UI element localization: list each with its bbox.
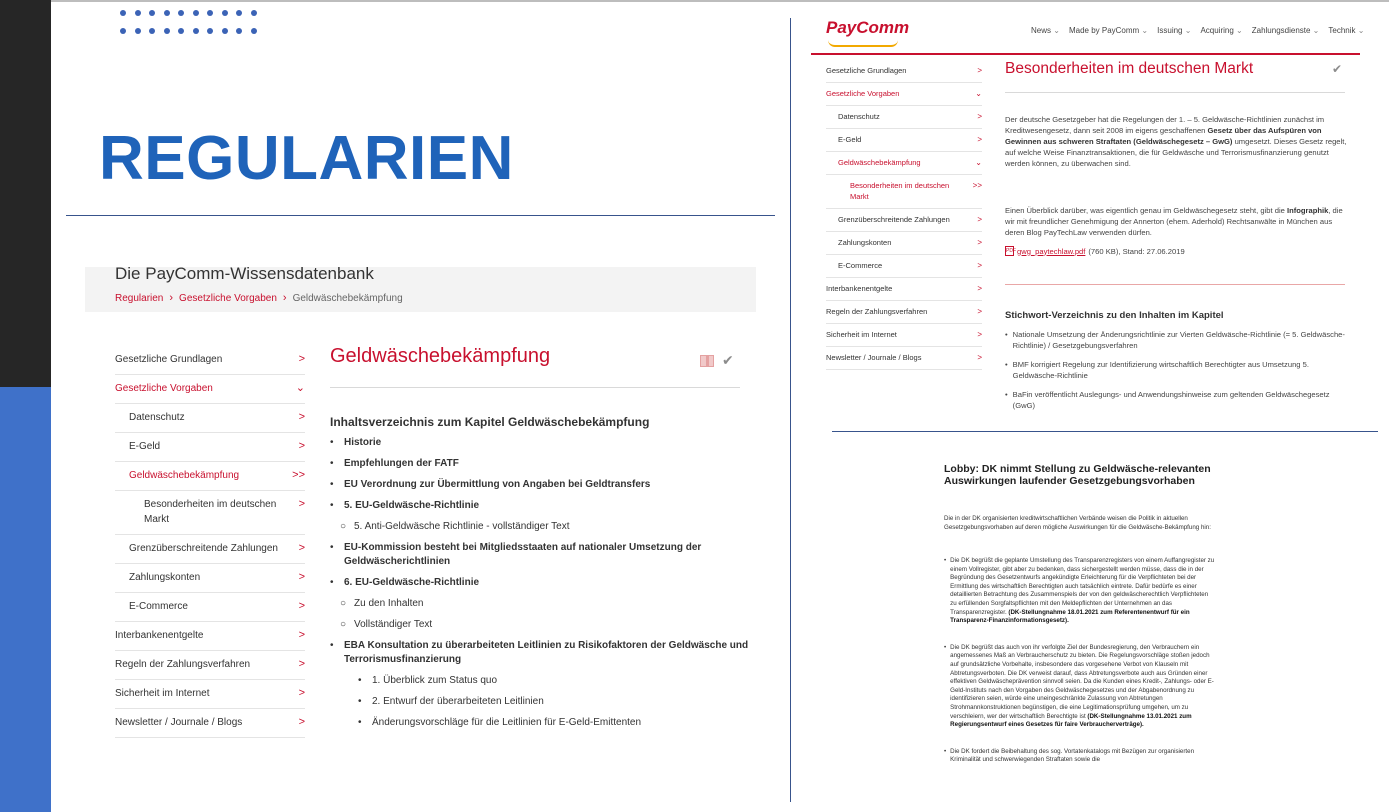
chevron-icon: > bbox=[298, 600, 305, 612]
breadcrumb-current: Geldwäschebekämpfung bbox=[292, 292, 403, 304]
keyword-index-title: Stichwort-Verzeichnis zu den Inhalten im Kapitel bbox=[1005, 310, 1224, 321]
check-icon[interactable]: ✔ bbox=[722, 352, 734, 368]
toc-list bbox=[330, 436, 750, 737]
panel-divider bbox=[790, 18, 791, 802]
bullet-icon: • bbox=[330, 437, 334, 448]
article-title: Besonderheiten im deutschen Markt bbox=[1005, 60, 1254, 77]
sidebar-item[interactable] bbox=[115, 535, 305, 564]
sidebar-item-label: Grenzüberschreitende Zahlungen bbox=[129, 543, 278, 554]
bullet-icon: • bbox=[1005, 390, 1008, 399]
toc-item-label: EBA Konsultation zu überarbeiteten Leitlinien zu Risikofaktoren der Geldwäsche und Terrorismusfinanzierung bbox=[344, 640, 749, 665]
toc-item[interactable] bbox=[330, 457, 750, 471]
panel-divider bbox=[832, 431, 1378, 432]
title-divider bbox=[330, 387, 740, 388]
pdf-meta: (760 KB), Stand: 27.06.2019 bbox=[1088, 246, 1185, 256]
chevron-icon: > bbox=[977, 238, 982, 247]
chevron-icon: > bbox=[298, 716, 305, 728]
chevron-icon: > bbox=[298, 658, 305, 670]
article-paragraph-2: Einen Überblick darüber, was eigentlich genau im Geldwäschegesetz steht, gibt die Infographik, die wir mit freundlicher Genehmigung der Annerton (ehem. Aderhold) Rechtsanwälte in München aus deren Blog PayTechLaw verwenden dürfen. bbox=[1005, 206, 1343, 237]
page-actions bbox=[700, 352, 734, 369]
sidebar-item[interactable] bbox=[115, 404, 305, 433]
bullet-icon: • bbox=[944, 747, 947, 755]
toc-item-label: Änderungsvorschläge für die Leitlinien für E-Geld-Emittenten bbox=[372, 717, 642, 728]
sidebar-item[interactable] bbox=[826, 129, 982, 152]
breadcrumb-regularien[interactable]: Regularien bbox=[115, 292, 164, 304]
bullet-icon: • bbox=[944, 643, 947, 651]
bullet-icon: • bbox=[330, 479, 334, 490]
chevron-icon: > bbox=[977, 66, 982, 75]
toc-item-label: 6. EU-Geldwäsche-Richtlinie bbox=[344, 577, 480, 588]
sidebar-item-label: Sicherheit im Internet bbox=[826, 330, 897, 339]
article-paragraph-1: Der deutsche Gesetzgeber hat die Regelungen der 1. – 5. Geldwäsche-Richtlinien zunächst im Kreditwesengesetz, dann seit 2008 im eigens geschaffenen Gesetz über das Aufspüren von Gewinnen aus schweren Straftaten (Geldwäschegesetz – GwG) umgesetzt. Dieses Gesetz regelt, auf welche Weise Finanztransaktionen, die für Geldwäsche und Terrorismusfinanzierung genutzt werden können, zu überwachen sind. bbox=[1005, 115, 1347, 168]
sidebar-item-label: Datenschutz bbox=[838, 112, 880, 121]
sidebar-item-label: Grenzüberschreitende Zahlungen bbox=[838, 215, 950, 224]
top-nav bbox=[1031, 26, 1364, 35]
sidebar-item[interactable] bbox=[826, 324, 982, 347]
bullet-icon: • bbox=[330, 640, 334, 651]
header-rule bbox=[811, 53, 1360, 55]
title-divider bbox=[1005, 92, 1345, 93]
breadcrumb-separator-icon: › bbox=[282, 292, 287, 304]
bullet-icon: • bbox=[1005, 330, 1008, 339]
bullet-icon: • bbox=[330, 458, 334, 469]
sidebar-item-label: Besonderheiten im deutschen Markt bbox=[144, 499, 277, 525]
sidebar-item[interactable] bbox=[115, 375, 305, 404]
sidebar-item[interactable] bbox=[826, 175, 982, 209]
pdf-icon: PDF bbox=[1006, 248, 1016, 254]
sidebar-item[interactable] bbox=[115, 709, 305, 738]
keyword-item[interactable] bbox=[1005, 329, 1347, 351]
circle-bullet-icon: ○ bbox=[340, 619, 347, 630]
sidebar-item-label: Sicherheit im Internet bbox=[115, 688, 210, 699]
document-list-text bbox=[950, 748, 1216, 765]
document-list-body: Die DK fordert die Beibehaltung des sog. Vortatenkatalogs mit Bezügen zur organisierten Kriminalität und schwerwiegenden Straftaten sowie die bbox=[950, 747, 1195, 764]
bullet-icon: • bbox=[330, 542, 334, 553]
bullet-icon: • bbox=[330, 577, 334, 588]
sidebar-item[interactable] bbox=[826, 232, 982, 255]
toc-item-label: 5. Anti-Geldwäsche Richtlinie - vollständiger Text bbox=[354, 521, 570, 532]
pdf-download bbox=[1005, 246, 1185, 256]
keyword-item[interactable] bbox=[1005, 389, 1347, 411]
sidebar-item-label: Besonderheiten im deutschen Markt bbox=[850, 181, 950, 201]
toc-item-label: Vollständiger Text bbox=[354, 619, 433, 630]
sidebar-item-label: Newsletter / Journale / Blogs bbox=[115, 717, 243, 728]
toc-item-label: 5. EU-Geldwäsche-Richtlinie bbox=[344, 500, 480, 511]
bullet-icon: • bbox=[358, 696, 362, 707]
toc-item-label: EU Verordnung zur Übermittlung von Angaben bei Geldtransfers bbox=[344, 479, 651, 490]
toc-item[interactable] bbox=[330, 499, 750, 513]
sidebar-item[interactable] bbox=[826, 301, 982, 324]
toc-item-label: 1. Überblick zum Status quo bbox=[372, 675, 498, 686]
toc-item-label: Empfehlungen der FATF bbox=[344, 458, 459, 469]
toc-item[interactable] bbox=[330, 478, 750, 492]
sidebar-item-label: Gesetzliche Vorgaben bbox=[115, 383, 213, 394]
pdf-link[interactable]: gwg_paytechlaw.pdf bbox=[1017, 246, 1086, 256]
document-list-reference: (DK-Stellungnahme 18.01.2021 zum Referentenentwurf für ein Transparenz-Finanzinformationsgesetz). bbox=[950, 608, 1190, 625]
breadcrumb bbox=[115, 292, 403, 304]
chevron-icon: > bbox=[977, 261, 982, 270]
sidebar-item[interactable] bbox=[115, 651, 305, 680]
sidebar-item[interactable] bbox=[826, 347, 982, 370]
sidebar-item-label: Zahlungskonten bbox=[129, 572, 201, 583]
sidebar-item-label: E-Commerce bbox=[129, 601, 188, 612]
slide-title: REGULARIEN bbox=[99, 124, 514, 193]
sidebar-item-label: E-Geld bbox=[838, 135, 862, 144]
toc-item-label: 2. Entwurf der überarbeiteten Leitlinien bbox=[372, 696, 544, 707]
toc-item[interactable] bbox=[330, 436, 750, 450]
sidebar-item-label: Regeln der Zahlungsverfahren bbox=[826, 307, 928, 316]
sidebar-item[interactable] bbox=[826, 152, 982, 175]
sidebar-item[interactable] bbox=[115, 433, 305, 462]
right-sidebar-nav bbox=[826, 60, 982, 370]
slide-top-line bbox=[51, 0, 1389, 2]
bullet-icon: • bbox=[944, 557, 947, 564]
sidebar-item[interactable] bbox=[826, 255, 982, 278]
sidebar-item[interactable] bbox=[826, 209, 982, 232]
chevron-icon: >> bbox=[972, 181, 982, 190]
sidebar-item-label: Interbankenentgelte bbox=[826, 284, 893, 293]
sidebar-item[interactable] bbox=[826, 83, 982, 106]
sidebar-item-label: Interbankenentgelte bbox=[115, 630, 204, 641]
toc-item[interactable] bbox=[330, 576, 750, 590]
sidebar-item[interactable] bbox=[115, 680, 305, 709]
chevron-icon: > bbox=[298, 571, 305, 583]
chevron-icon: > bbox=[298, 498, 305, 510]
sidebar-item[interactable] bbox=[826, 278, 982, 301]
chevron-icon: ⌄ bbox=[975, 158, 982, 167]
breadcrumb-gesetzliche-vorgaben[interactable]: Gesetzliche Vorgaben bbox=[179, 292, 277, 304]
keyword-index-list bbox=[1005, 329, 1347, 419]
sidebar-item[interactable] bbox=[115, 564, 305, 593]
check-icon[interactable]: ✔ bbox=[1332, 62, 1343, 76]
top-nav-item[interactable]: Zahlungsdienste ⌄ bbox=[1252, 26, 1320, 35]
top-nav-item[interactable]: Issuing ⌄ bbox=[1157, 26, 1191, 35]
toc-item[interactable] bbox=[330, 674, 750, 688]
slide-band-blue bbox=[0, 387, 51, 812]
top-nav-item[interactable]: News ⌄ bbox=[1031, 26, 1060, 35]
sidebar-item-label: Geldwäschebekämpfung bbox=[129, 470, 240, 481]
toc-item[interactable] bbox=[330, 520, 750, 534]
sidebar-item-label: E-Geld bbox=[129, 441, 161, 452]
chevron-icon: > bbox=[298, 353, 305, 365]
toc-item[interactable] bbox=[330, 716, 750, 730]
chevron-icon: > bbox=[977, 330, 982, 339]
page-title: Geldwäschebekämpfung bbox=[330, 345, 551, 367]
sidebar-item[interactable] bbox=[115, 462, 305, 491]
sidebar-item-label: Newsletter / Journale / Blogs bbox=[826, 353, 922, 362]
slide-band-dark bbox=[0, 0, 51, 387]
chevron-icon: > bbox=[977, 284, 982, 293]
sidebar-item-label: Gesetzliche Grundlagen bbox=[826, 66, 907, 75]
sidebar-item-label: Gesetzliche Grundlagen bbox=[115, 354, 223, 365]
section-divider bbox=[1005, 284, 1345, 285]
sidebar-item-label: Geldwäschebekämpfung bbox=[838, 158, 921, 167]
document-title: Lobby: DK nimmt Stellung zu Geldwäsche-relevanten Auswirkungen laufender Gesetzgebungsvorhaben bbox=[944, 463, 1211, 487]
chevron-icon: ⌄ bbox=[975, 89, 982, 98]
decorative-dots bbox=[120, 10, 270, 46]
sidebar-item[interactable] bbox=[826, 106, 982, 129]
breadcrumb-separator-icon: › bbox=[169, 292, 174, 304]
sidebar-item-label: Gesetzliche Vorgaben bbox=[826, 89, 900, 98]
document-list bbox=[944, 557, 1216, 783]
toc-item-label: Zu den Inhalten bbox=[354, 598, 424, 609]
paycomm-logo[interactable]: PayComm bbox=[826, 18, 906, 48]
chevron-icon: > bbox=[298, 440, 305, 452]
document-list-item bbox=[944, 557, 1216, 626]
toc-item-label: Historie bbox=[344, 437, 382, 448]
chevron-icon: > bbox=[298, 629, 305, 641]
sidebar-item-label: E-Commerce bbox=[838, 261, 883, 270]
sidebar-item-label: Regeln der Zahlungsverfahren bbox=[115, 659, 251, 670]
toc-item[interactable] bbox=[330, 695, 750, 709]
chevron-icon: > bbox=[298, 687, 305, 699]
document-list-item bbox=[944, 644, 1216, 730]
top-nav-item[interactable]: Technik ⌄ bbox=[1328, 26, 1364, 35]
toc-item[interactable] bbox=[330, 618, 750, 632]
chevron-icon: > bbox=[977, 215, 982, 224]
sidebar-item[interactable] bbox=[826, 60, 982, 83]
sidebar-item[interactable] bbox=[115, 593, 305, 622]
title-divider bbox=[66, 215, 775, 216]
toc-item[interactable] bbox=[330, 639, 750, 667]
circle-bullet-icon: ○ bbox=[340, 521, 347, 532]
chevron-icon: > bbox=[298, 542, 305, 554]
keyword-item-label: BaFin veröffentlicht Auslegungs- und Anwendungshinweise zum geltenden Geldwäschegesetz (GwG) bbox=[1012, 390, 1330, 410]
bullet-icon: • bbox=[330, 500, 334, 511]
toc-item[interactable] bbox=[330, 597, 750, 611]
chevron-icon: >> bbox=[292, 469, 305, 481]
document-list-body: Die DK begrüßt die geplante Umstellung des Transparenzregisters von einem Auffangregister zu einem Vollregister, gibt aber zu bedenken, dass sichergestellt werden müsse, dass die in der Begründung des Gesetzentwurfs angekündigte Erleichterung für die Verpflichteten bei der Ermittlung des wirtschaftlich Berechtigten auch tatsächlich eintrete. Dafür bedürfe es einer detaillierten Betrachtung des Zusammenspiels der von den geldwäscherechtlich Verpflichteten zu erfüllenden Sorgfaltspflichten mit den Meldepflichten der Unternehmen an das Transparenzregister. bbox=[950, 557, 1215, 616]
document-list-reference: (DK-Stellungnahme 13.01.2021 zum Regierungsentwurf eines Gesetzes für faire Verbraucherverträge). bbox=[950, 712, 1192, 729]
sidebar-item-label: Zahlungskonten bbox=[838, 238, 892, 247]
chevron-icon: ⌄ bbox=[295, 382, 305, 394]
keyword-item-label: Nationale Umsetzung der Änderungsrichtlinie zur Vierten Geldwäsche-Richtlinie (= 5. Geldwäsche-Richtlinie) / Gesetzgebungsverfahren bbox=[1012, 330, 1345, 350]
circle-bullet-icon: ○ bbox=[340, 598, 347, 609]
top-nav-item[interactable]: Acquiring ⌄ bbox=[1200, 26, 1242, 35]
chevron-icon: > bbox=[298, 411, 305, 423]
left-sidebar-nav bbox=[115, 346, 305, 738]
document-intro: Die in der DK organisierten kreditwirtschaftlichen Verbände weisen die Politik in aktuellen Gesetzgebungsvorhaben auf deren mögliche Auswirkungen für die Geldwäsche-Bekämpfung hin: bbox=[944, 515, 1211, 531]
sidebar-item[interactable] bbox=[115, 622, 305, 651]
document-list-text bbox=[950, 644, 1216, 730]
bullet-icon: • bbox=[1005, 360, 1008, 369]
kb-title: Die PayComm-Wissensdatenbank bbox=[115, 264, 374, 283]
keyword-item[interactable] bbox=[1005, 359, 1347, 381]
chevron-icon: > bbox=[977, 112, 982, 121]
bullet-icon: • bbox=[358, 675, 362, 686]
logo-swoosh-icon bbox=[828, 40, 898, 47]
document-list-body: Die DK begrüßt das auch von ihr verfolgte Ziel der Bundesregierung, den Verbrauchern ein angemessenes Maß an Verbraucherschutz zu bieten. Die Regelungsvorschläge stoßen jedoch auf grundsätzliche Vorbehalte, insbesondere das vorgesehene Verbot von Klauseln mit Abtretungsverboten. Die DK verweist darauf, dass Abtretungsverbote auch aus Gründen einer effektiven Geldwäscheprävention sinnvoll seien. Da die Kunden eines Kredit-, Zahlungs- oder E-Geld-Instituts nach den Vorgaben des Geldwäschegesetzes und der Abgabenordnung zu identifizieren seien, würde eine uneingeschränkte Zulassung von Abtretungen Strohmannkonstruktionen begünstigen, die eine Legitimationsprüfung umgehen, um zu verschleiern, wer der wirtschaftlich Berechtigte ist bbox=[950, 643, 1214, 720]
uk-flag-icon[interactable] bbox=[700, 355, 714, 367]
document-list-text bbox=[950, 557, 1216, 626]
sidebar-item[interactable] bbox=[115, 491, 305, 535]
bullet-icon: • bbox=[358, 717, 362, 728]
top-nav-item[interactable]: Made by PayComm ⌄ bbox=[1069, 26, 1148, 35]
sidebar-item[interactable] bbox=[115, 346, 305, 375]
toc-item-label: EU-Kommission besteht bei Mitgliedsstaaten auf nationaler Umsetzung der Geldwäscherichtlinien bbox=[344, 542, 702, 567]
chevron-icon: > bbox=[977, 135, 982, 144]
keyword-item-label: BMF korrigiert Regelung zur Identifizierung wirtschaftlich Berechtigter aus Umsetzung 5. Geldwäsche-Richtlinie bbox=[1012, 360, 1309, 380]
chevron-icon: > bbox=[977, 307, 982, 316]
document-list-item bbox=[944, 748, 1216, 765]
chevron-icon: > bbox=[977, 353, 982, 362]
toc-title: Inhaltsverzeichnis zum Kapitel Geldwäschebekämpfung bbox=[330, 415, 650, 429]
toc-item[interactable] bbox=[330, 541, 750, 569]
sidebar-item-label: Datenschutz bbox=[129, 412, 185, 423]
